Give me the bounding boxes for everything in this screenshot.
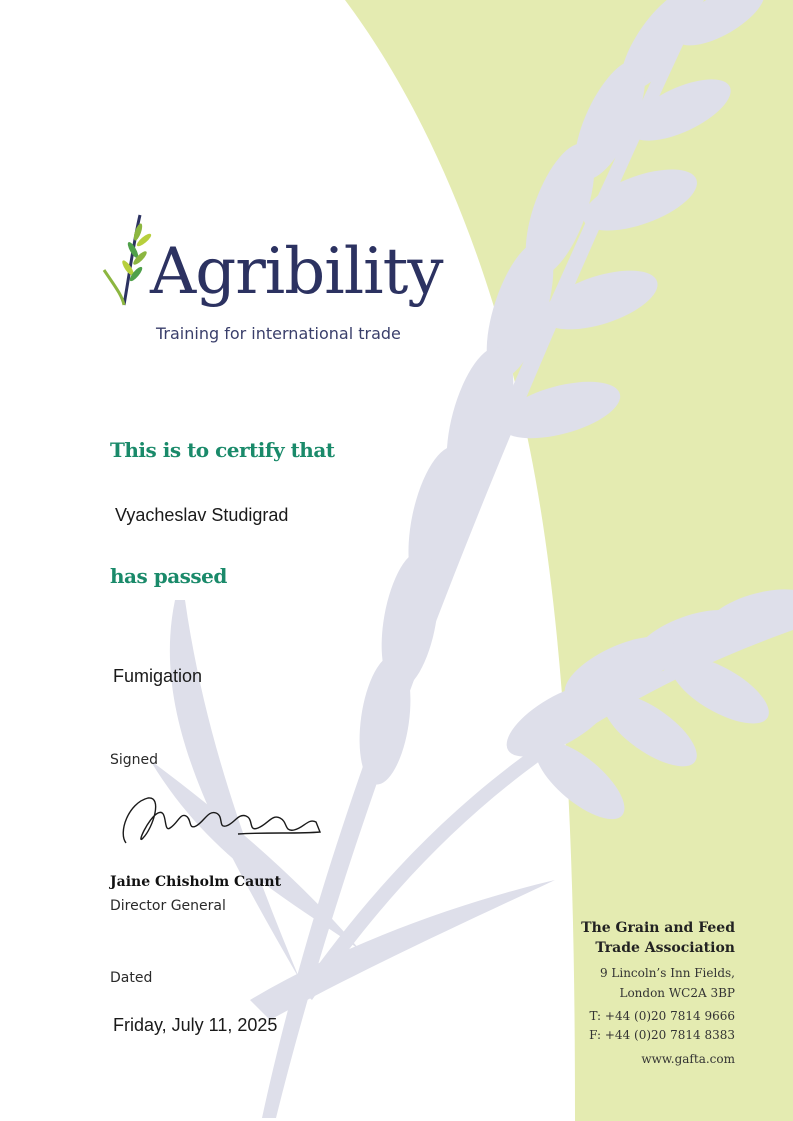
dated-label: Dated (110, 970, 153, 986)
signatory-title: Director General (110, 898, 226, 914)
recipient-name: Vyacheslav Studigrad (115, 505, 289, 525)
logo-tagline: Training for international trade (156, 324, 401, 343)
logo-wordmark: Agribility (150, 235, 443, 309)
org-website: www.gafta.com (641, 1052, 735, 1066)
wheat-ear-icon (104, 215, 153, 305)
org-name-line2: Trade Association (595, 940, 735, 956)
signatory-name: Jaine Chisholm Caunt (110, 874, 282, 890)
passed-heading: has passed (110, 564, 227, 588)
org-address-line1: 9 Lincoln’s Inn Fields, (599, 966, 735, 980)
org-phone: T: +44 (0)20 7814 9666 (589, 1009, 735, 1023)
org-address-line2: London WC2A 3BP (619, 986, 735, 1000)
certificate-date: Friday, July 11, 2025 (113, 1015, 278, 1035)
org-name-line1: The Grain and Feed (581, 920, 735, 936)
signed-label: Signed (110, 752, 159, 768)
org-fax: F: +44 (0)20 7814 8383 (589, 1028, 735, 1042)
signature-image (108, 788, 328, 858)
certify-heading: This is to certify that (110, 438, 335, 462)
course-name: Fumigation (113, 666, 203, 686)
